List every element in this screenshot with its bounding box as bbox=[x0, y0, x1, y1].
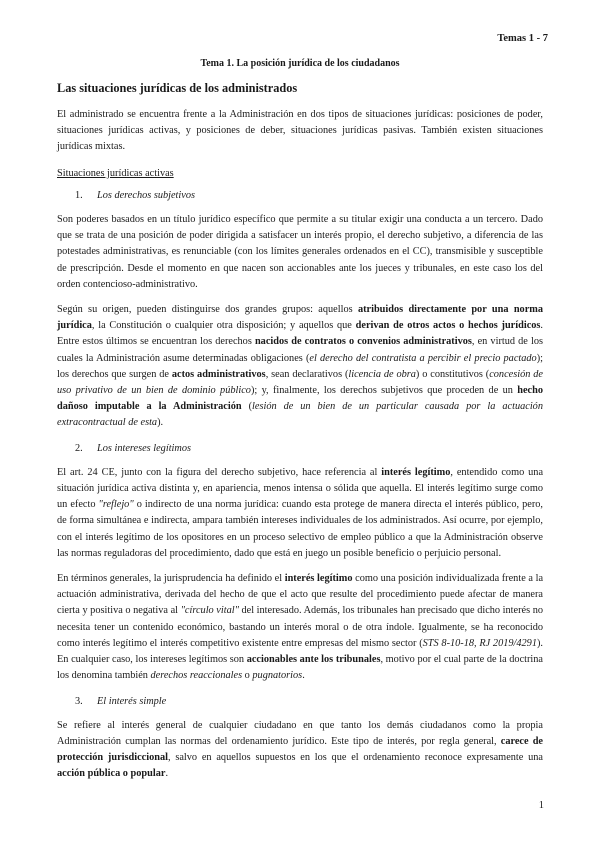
item-title: Los intereses legítimos bbox=[97, 442, 192, 454]
subsection-heading: Situaciones jurídicas activas bbox=[57, 167, 174, 179]
document-title: Tema 1. La posición jurídica de los ciudadanos bbox=[200, 58, 400, 69]
item-title: El interés simple bbox=[97, 695, 167, 707]
item-number: 2 . bbox=[75, 441, 97, 457]
item-heading-1 bbox=[75, 188, 543, 204]
interes-simple-paragraph: Se refiere al interés general de cualquier ciudadano en que tanto los demás ciudadanos como la propia Administración cumplan las normas del ordenamiento jurídico. Este tipo de interés, por regla general, carece de protección jurisdiccional, salvo en aquellos supuestos en los que el ordenamiento reconoce expresamente una acción pública o popular. bbox=[57, 719, 544, 780]
intereses-paragraph-1: El art. 24 CE, junto con la figura del derecho subjetivo, hace referencia al interés legítimo, entendido como una situación jurídica activa distinta y, en apariencia, menos intensa o sólida que aquella. El interés legítimo surge como un efecto "reflejo" o indirecto de una norma jurídica: cuando esta protege de manera directa el interés público, pero, de forma simultánea e indirecta, ampara también intereses individuales de los administrados. Así ocurre, por ejemplo, con el interés legítimo de los opositores en un proceso selectivo de empleo público a que la Administración observe las normas reguladoras del procedimiento, dado que está en juego un posible beneficio o perjuicio personal. bbox=[57, 466, 544, 559]
running-header: Temas 1 - 7 bbox=[497, 33, 548, 44]
document-body bbox=[57, 80, 543, 792]
derechos-paragraph-1: Son poderes basados en un título jurídico específico que permite a su titular exigir una conducta a un tercero. Dado que se trata de una posición de poder dirigida a satisfacer un interés propio, el derecho subjetivo, a diferencia de las potestades administrativas, es renunciable (con los límites generales ordenados en el CC), transmisible y susceptible de prescripción. Desde el momento en que nacen son accionables ante los jueces y tribunales, en este caso los del orden contencioso-administrativo. bbox=[57, 214, 543, 290]
page-number: 1 bbox=[538, 800, 544, 811]
item-number: 1 . bbox=[75, 188, 97, 204]
item-heading-2 bbox=[75, 441, 543, 457]
item-title: Los derechos subjetivos bbox=[97, 189, 196, 201]
intro-paragraph: El administrado se encuentra frente a la Administración en dos tipos de situaciones jurídicas: posiciones de poder, situaciones jurídicas activas, y posiciones de deber, situaciones jurídicas pasivas. También existen situaciones jurídicas mixtas. bbox=[57, 109, 543, 153]
item-heading-3 bbox=[75, 694, 543, 710]
section-heading: Las situaciones jurídicas de los administrados bbox=[57, 81, 298, 95]
item-number: 3 . bbox=[75, 694, 97, 710]
derechos-paragraph-2: Según su origen, pueden distinguirse dos grandes grupos: aquellos atribuidos directamente por una norma jurídica, la Constitución o cualquier otra disposición; y aquellos que derivan de otros actos o hechos jurídicos. Entre estos últimos se encuentran los derechos nacidos de contratos o convenios administrativos, en virtud de los cuales la Administración asume determinadas obligaciones (el derecho del contratista a percibir el precio pactado); los derechos que surgen de actos administrativos, sean declarativos (licencia de obra) o constitutivos (concesión de uso privativo de un bien de dominio público); y, finalmente, los derechos subjetivos que proceden de un hecho dañoso imputable a la Administración (lesión de un bien de un particular causada por la actuación extracontractual de esta). bbox=[57, 304, 543, 429]
intereses-paragraph-2: En términos generales, la jurisprudencia ha definido el interés legítimo como una posición individualizada frente a la actuación administrativa, derivada del hecho de que el acto que resulte del procedimiento puede afectar de manera cierta y positiva o negativa al "círculo vital" del interesado. Además, los tribunales han precisado que dicho interés no necesita tener un contenido económico, bastando un interés moral o de otra índole. Igualmente, se ha reconocido como interés legítimo el interés competitivo existente entre empresas del mismo sector (STS 8-10-18, RJ 2019/4291). En cualquier caso, los intereses legítimos son accionables ante los tribunales, motivo por el cual parte de la doctrina los denomina también derechos reaccionales o pugnatorios. bbox=[57, 573, 544, 682]
